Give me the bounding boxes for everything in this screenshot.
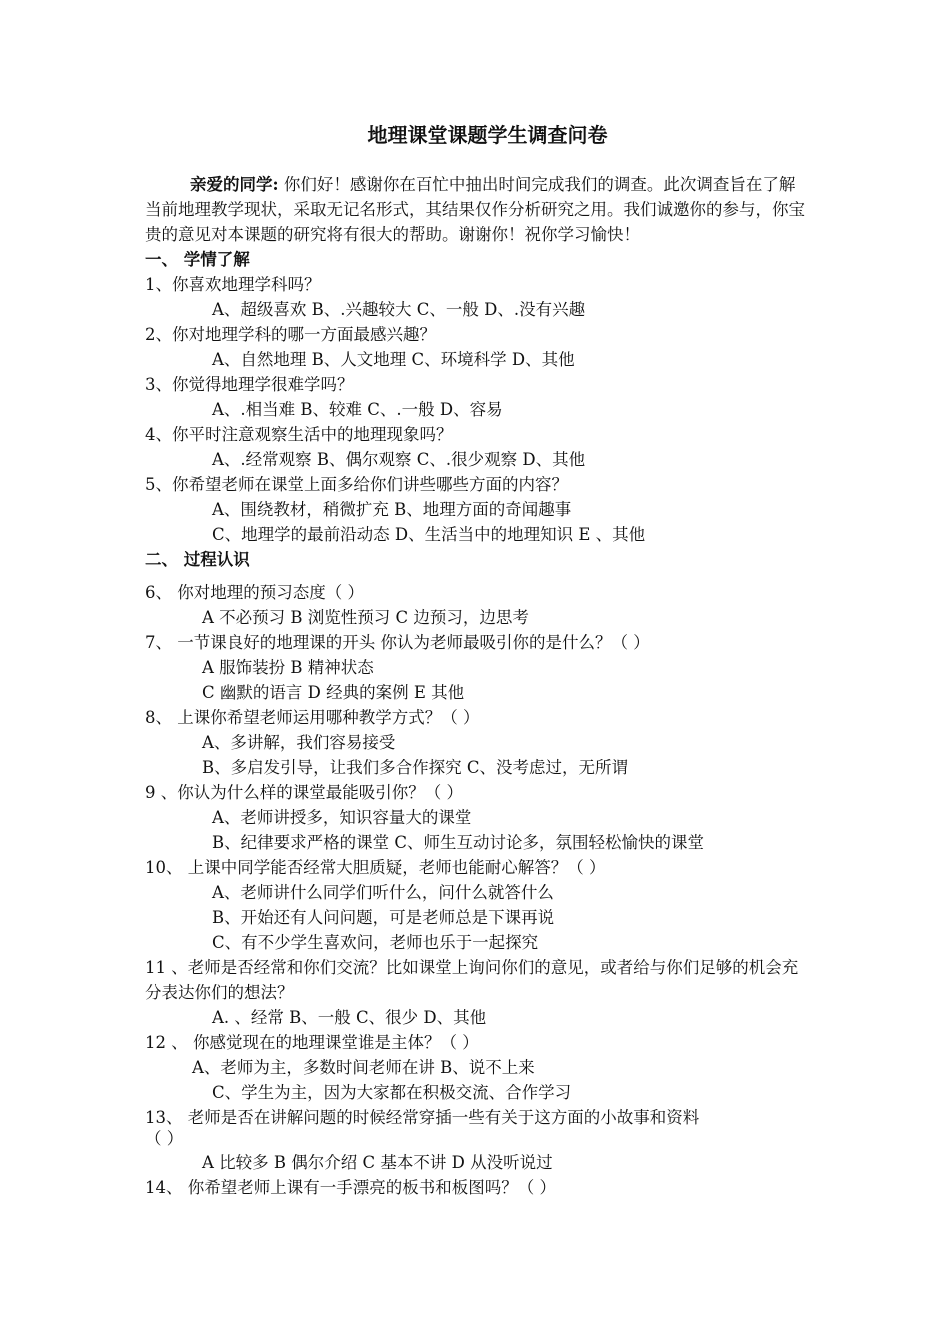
question-9: 9 、你认为什么样的课堂最能吸引你？（ ） — [145, 783, 463, 802]
question-10-options-c: C、有不少学生喜欢问，老师也乐于一起探究 — [212, 933, 539, 952]
question-5: 5、你希望老师在课堂上面多给你们讲些哪些方面的内容？ — [145, 475, 568, 494]
page-title: 地理课堂课题学生调查问卷 — [367, 123, 608, 147]
question-1-options: A、超级喜欢 B、.兴趣较大 C、一般 D、.没有兴趣 — [212, 300, 586, 319]
question-7-options-c: C 幽默的语言 D 经典的案例 E 其他 — [202, 683, 465, 702]
spacer — [145, 572, 810, 580]
question-7-options-a: A 服饰装扮 B 精神状态 — [202, 658, 374, 677]
question-10: 10、 上课中同学能否经常大胆质疑，老师也能耐心解答？（ ） — [145, 858, 606, 877]
section-heading-1: 一、 学情了解 — [145, 250, 250, 269]
question-11-options: A. 、经常 B、一般 C、很少 D、其他 — [212, 1008, 487, 1027]
question-12: 12 、 你感觉现在的地理课堂谁是主体？（ ） — [145, 1033, 479, 1052]
question-1: 1、你喜欢地理学科吗？ — [145, 275, 321, 294]
question-7: 7、 一节课良好的地理课的开头 你认为老师最吸引你的是什么？（ ） — [145, 633, 650, 652]
question-2: 2、你对地理学科的哪一方面最感兴趣？ — [145, 325, 436, 344]
intro-text: 你们好！感谢你在百忙中抽出时间完成我们的调查。此次调查旨在了解当前地理教学现状，采取无记名形式，其结果仅作分析研究之用。我们诚邀你的参与，你宝贵的意见对本课题的研究将有很大的帮助。谢谢你！祝你学习愉快！ — [145, 175, 805, 244]
question-8: 8、 上课你希望老师运用哪种教学方式？（ ） — [145, 708, 480, 727]
question-4-options: A、.经常观察 B、偶尔观察 C、.很少观察 D、其他 — [212, 450, 586, 469]
section-heading-2: 二、 过程认识 — [145, 550, 250, 569]
question-8-options-b: B、多启发引导，让我们多合作探究 C、没考虑过，无所谓 — [202, 758, 628, 777]
question-3-options: A、.相当难 B、较难 C、.一般 D、容易 — [212, 400, 503, 419]
question-12-options-a: A、老师为主，多数时间老师在讲 B、说不上来 — [192, 1058, 535, 1077]
question-5-options-c: C、地理学的最前沿动态 D、生活当中的地理知识 E 、其他 — [212, 525, 646, 544]
question-9-options-b: B、纪律要求严格的课堂 C、师生互动讨论多，氛围轻松愉快的课堂 — [212, 833, 704, 852]
question-8-options-a: A、多讲解，我们容易接受 — [202, 733, 396, 752]
question-9-options-a: A、老师讲授多，知识容量大的课堂 — [212, 808, 472, 827]
question-6: 6、 你对地理的预习态度（ ） — [145, 583, 364, 602]
intro-greeting: 亲爱的同学: — [190, 175, 279, 194]
question-5-options-a: A、围绕教材，稍微扩充 B、地理方面的奇闻趣事 — [212, 500, 572, 519]
question-13-answer-blank: （ ） — [145, 1129, 184, 1148]
question-13: 13、 老师是否在讲解问题的时候经常穿插一些有关于这方面的小故事和资料 — [145, 1108, 700, 1127]
question-10-options-a: A、老师讲什么同学们听什么，问什么就答什么 — [212, 883, 554, 902]
question-12-options-c: C、学生为主，因为大家都在积极交流、合作学习 — [212, 1083, 572, 1102]
questionnaire — [145, 120, 810, 1200]
intro-paragraph — [145, 172, 810, 247]
question-10-options-b: B、开始还有人问问题，可是老师总是下课再说 — [212, 908, 555, 927]
question-4: 4、你平时注意观察生活中的地理现象吗？ — [145, 425, 453, 444]
question-2-options: A、自然地理 B、人文地理 C、环境科学 D、其他 — [212, 350, 575, 369]
question-3: 3、你觉得地理学很难学吗？ — [145, 375, 354, 394]
question-11: 11 、老师是否经常和你们交流？比如课堂上询问你们的意见，或者给与你们足够的机会充分表达你们的想法？ — [145, 958, 799, 1002]
question-14: 14、 你希望老师上课有一手漂亮的板书和板图吗？（ ） — [145, 1178, 556, 1197]
question-13-options: A 比较多 B 偶尔介绍 C 基本不讲 D 从没听说过 — [202, 1153, 553, 1172]
question-6-options: A 不必预习 B 浏览性预习 C 边预习，边思考 — [202, 608, 529, 627]
